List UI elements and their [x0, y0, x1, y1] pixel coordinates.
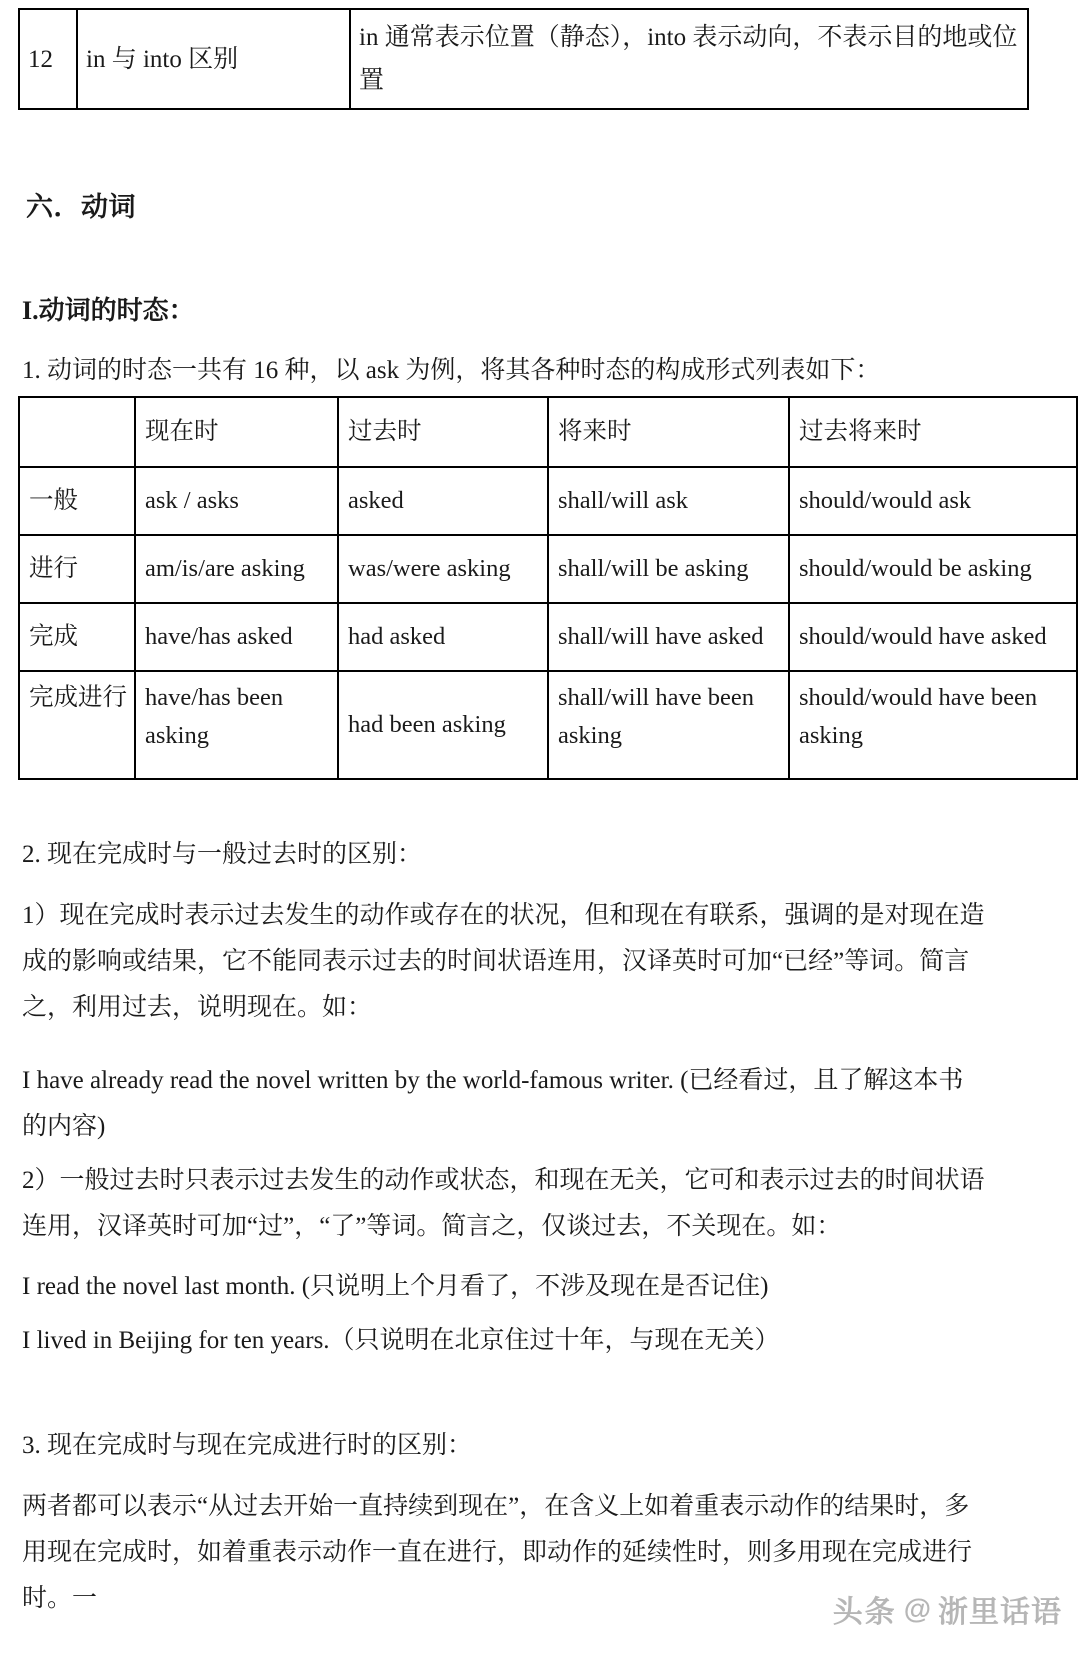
cell-perfect-present: have/has asked: [135, 603, 338, 671]
cell-continuous-present: am/is/are asking: [135, 535, 338, 603]
cell-simple-past: asked: [338, 467, 548, 535]
paragraph-2-example-2: I read the novel last month. (只说明上个月看了，不涉及现在是否记住): [22, 1273, 769, 1300]
cell-perfect-past-future: should/would have asked: [789, 603, 1077, 671]
row-term-cell: in 与 into 区别: [77, 9, 350, 109]
cell-simple-future: shall/will ask: [548, 467, 789, 535]
preposition-table: [18, 8, 1029, 110]
watermark-at-icon: @: [903, 1593, 931, 1624]
paragraph-2-item-1: 1）现在完成时表示过去发生的动作或存在的状况，但和现在有联系，强调的是对现在造成的影响或结果，它不能同表示过去的时间状语连用，汉译英时可加“已经”等词。简言之，利用过去，说明现在。如：: [22, 902, 985, 1021]
cell-perfect-continuous-future: shall/will have been asking: [548, 671, 789, 779]
header-cell-past: 过去时: [338, 397, 548, 467]
cell-perfect-future: shall/will have asked: [548, 603, 789, 671]
table-header-row: [19, 397, 1077, 467]
row-label-perfect-continuous: 完成进行: [19, 671, 135, 779]
paragraph-2-example-1: I have already read the novel written by the world-famous writer. (已经看过，且了解这本书的内容): [22, 1067, 964, 1140]
table-row-perfect-continuous: [19, 671, 1077, 779]
subsection-heading: I.动词的时态：: [22, 296, 195, 325]
cell-perfect-continuous-past: had been asking: [338, 671, 548, 779]
paragraph-2-title: 2. 现在完成时与一般过去时的区别：: [22, 841, 423, 868]
cell-simple-present: ask / asks: [135, 467, 338, 535]
paragraph-2-item-2: 2）一般过去时只表示过去发生的动作或状态，和现在无关，它可和表示过去的时间状语连用，汉译英时可加“过”，“了”等词。简言之，仅谈过去，不关现在。如：: [22, 1167, 985, 1240]
row-number-cell: 12: [19, 9, 77, 109]
cell-continuous-future: shall/will be asking: [548, 535, 789, 603]
section-heading: 六．动词: [26, 192, 136, 222]
paragraph-2-example-3: I lived in Beijing for ten years.（只说明在北京住过十年，与现在无关）: [22, 1327, 780, 1354]
header-cell-future: 将来时: [548, 397, 789, 467]
cell-continuous-past-future: should/would be asking: [789, 535, 1077, 603]
cell-perfect-continuous-present: have/has been asking: [135, 671, 338, 779]
paragraph-3-text: 两者都可以表示“从过去开始一直持续到现在”，在含义上如着重表示动作的结果时，多用现在完成时，如着重表示动作一直在进行，即动作的延续性时，则多用现在完成进行时。一: [22, 1493, 973, 1612]
table-row-simple: [19, 467, 1077, 535]
verb-tense-table: [18, 396, 1078, 780]
table-row-perfect: [19, 603, 1077, 671]
cell-simple-past-future: should/would ask: [789, 467, 1077, 535]
cell-continuous-past: was/were asking: [338, 535, 548, 603]
header-cell-corner: [19, 397, 135, 467]
paragraph-3-title: 3. 现在完成时与现在完成进行时的区别：: [22, 1432, 473, 1459]
cell-perfect-past: had asked: [338, 603, 548, 671]
watermark-logo: 头条: [832, 1596, 897, 1629]
watermark-author-name: 浙里话语: [938, 1596, 1062, 1629]
intro-line: 1. 动词的时态一共有 16 种，以 ask 为例，将其各种时态的构成形式列表如下：: [22, 357, 881, 384]
table-row: [19, 9, 1028, 109]
cell-perfect-continuous-past-future: should/would have been asking: [789, 671, 1077, 779]
header-cell-past-future: 过去将来时: [789, 397, 1077, 467]
table-row-continuous: [19, 535, 1077, 603]
row-description-cell: in 通常表示位置（静态），into 表示动向，不表示目的地或位置: [350, 9, 1028, 109]
header-cell-present: 现在时: [135, 397, 338, 467]
row-label-continuous: 进行: [19, 535, 135, 603]
row-label-simple: 一般: [19, 467, 135, 535]
row-label-perfect: 完成: [19, 603, 135, 671]
